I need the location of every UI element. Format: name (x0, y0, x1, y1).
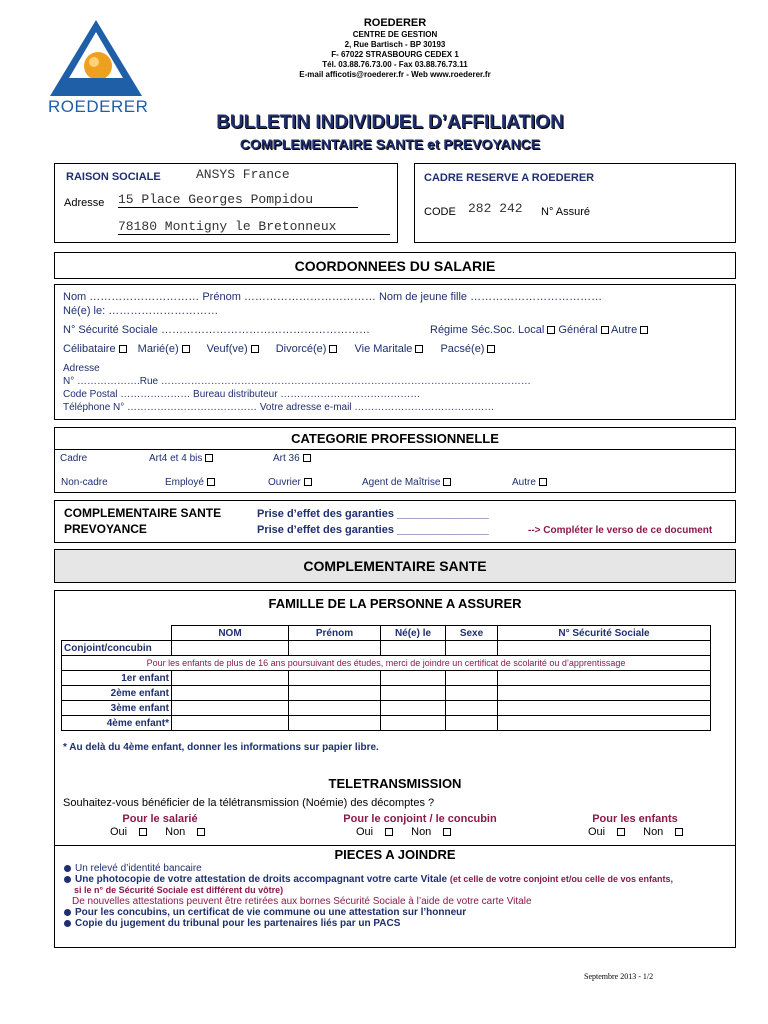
cat-art4-checkbox[interactable] (205, 454, 213, 462)
document-title: BULLETIN INDIVIDUEL D’AFFILIATION (216, 112, 564, 133)
cell-input[interactable] (498, 686, 711, 701)
statut-label: Célibataire (63, 343, 116, 355)
coordonnees-heading: COORDONNEES DU SALARIE (294, 258, 496, 274)
piece-item (64, 918, 400, 929)
piece-text: Copie du jugement du tribunal pour les partenaires liés par un PACS (75, 918, 401, 929)
cell-input[interactable] (172, 686, 289, 701)
cell-input[interactable] (498, 716, 711, 731)
raison-sociale-label: RAISON SOCIALE (66, 171, 161, 183)
piece-text: Une photocopie de votre attestation de droits accompagnant votre carte Vitale (75, 874, 448, 885)
categorie-divider (54, 449, 736, 450)
statut-label: Pacsé(e) (440, 343, 485, 355)
logo-triangle-icon (48, 18, 144, 98)
cat-art36 (273, 453, 311, 464)
col-sexe: Sexe (446, 626, 498, 641)
secu-field[interactable]: N° Sécurité Sociale ………………………………………………… (63, 324, 370, 336)
non-label: Non (643, 826, 664, 838)
cat-agent-checkbox[interactable] (443, 478, 451, 486)
non-checkbox[interactable] (197, 828, 205, 836)
cell-input[interactable] (498, 671, 711, 686)
adresse-line1[interactable]: 15 Place Georges Pompidou (118, 192, 358, 208)
cat-art4 (149, 453, 213, 464)
regime-autre-label: Autre (611, 324, 638, 336)
cat-employe-label: Employé (165, 477, 204, 488)
bullet-icon (64, 909, 71, 916)
regime-autre-checkbox[interactable] (640, 326, 648, 334)
cell-input[interactable] (289, 686, 381, 701)
cell-input[interactable] (446, 671, 498, 686)
table-row (62, 686, 711, 701)
bullet-icon (64, 876, 71, 883)
cat-ouvrier-label: Ouvrier (268, 477, 301, 488)
tele-conjoint-options (356, 826, 451, 838)
piece-item (64, 874, 673, 885)
tele-enfants-options (588, 826, 683, 838)
prise-effet-sante[interactable]: Prise d’effet des garanties _______________ (257, 508, 489, 520)
piece-text: Un relevé d’identité bancaire (75, 863, 202, 874)
cell-input[interactable] (446, 641, 498, 656)
cat-ouvrier (268, 477, 312, 488)
cell-input[interactable] (289, 716, 381, 731)
code-label: CODE (424, 206, 456, 218)
cell-input[interactable] (172, 641, 289, 656)
statut-checkbox[interactable] (182, 345, 190, 353)
header-line: Tél. 03.88.76.73.00 - Fax 03.88.76.73.11 (322, 60, 468, 69)
raison-sociale-value[interactable]: ANSYS France (196, 167, 290, 182)
tele-conjoint-label: Pour le conjoint / le concubin (343, 813, 497, 825)
table-row (62, 641, 711, 656)
nom-field[interactable]: Nom ………………………… Prénom ……………………………… Nom de jeune fille ……………………………… (63, 291, 603, 303)
table-header-row (62, 626, 711, 641)
regime-local-label: Régime Séc.Soc. Local (430, 324, 545, 336)
scolarite-note: Pour les enfants de plus de 16 ans poursuivant des études, merci de joindre un certificat de scolarité ou d’apprentissage (62, 656, 711, 671)
tele-heading: TELETRANSMISSION (328, 776, 462, 791)
cat-agent-label: Agent de Maîtrise (362, 477, 441, 488)
cat-art4-label: Art4 et 4 bis (149, 453, 203, 464)
naissance-field[interactable]: Né(e) le: ………………………… (63, 305, 219, 317)
cadre-reserve-label: CADRE RESERVE A ROEDERER (424, 172, 595, 184)
non-checkbox[interactable] (675, 828, 683, 836)
statut-label: Vie Maritale (354, 343, 413, 355)
cat-employe (165, 477, 215, 488)
cell-input[interactable] (498, 641, 711, 656)
cell-input[interactable] (381, 686, 446, 701)
table-row (62, 716, 711, 731)
situation-familiale (63, 343, 495, 355)
piece-item-note: De nouvelles attestations peuvent être retirées aux bornes Sécurité Sociale à l’aide de votre carte Vitale (72, 896, 532, 907)
statut-checkbox[interactable] (251, 345, 259, 353)
cell-input[interactable] (172, 716, 289, 731)
cell-input[interactable] (446, 701, 498, 716)
cat-employe-checkbox[interactable] (207, 478, 215, 486)
cat-art36-label: Art 36 (273, 453, 300, 464)
pieces-divider (54, 845, 736, 846)
regime-local-checkbox[interactable] (547, 326, 555, 334)
cell-input[interactable] (289, 641, 381, 656)
cell-input[interactable] (289, 671, 381, 686)
cell-input[interactable] (381, 671, 446, 686)
oui-checkbox[interactable] (139, 828, 147, 836)
cat-noncadre-label: Non-cadre (61, 477, 108, 488)
completer-verso-note: --> Compléter le verso de ce document (528, 525, 713, 536)
assure-label: N° Assuré (541, 206, 591, 218)
statut-label: Veuf(ve) (206, 343, 248, 355)
roederer-logo (48, 18, 149, 116)
piece-item (64, 907, 466, 918)
cat-ouvrier-checkbox[interactable] (304, 478, 312, 486)
statut-checkbox[interactable] (329, 345, 337, 353)
row-label-enfant: 2ème enfant (62, 686, 172, 701)
col-prenom: Prénom (289, 626, 381, 641)
tele-enfants-label: Pour les enfants (592, 813, 678, 825)
cat-cadre-label: Cadre (60, 453, 88, 464)
oui-label: Oui (110, 826, 128, 838)
logo-brand: ROEDERER (48, 97, 149, 116)
adresse-salarie-label: Adresse (63, 363, 100, 374)
oui-checkbox[interactable] (617, 828, 625, 836)
statut-checkbox[interactable] (487, 345, 495, 353)
header-line: CENTRE DE GESTION (352, 30, 438, 39)
adresse-label: Adresse (64, 197, 105, 209)
statut-label: Marié(e) (137, 343, 179, 355)
non-checkbox[interactable] (443, 828, 451, 836)
header-line: E-mail afficotis@roederer.fr - Web www.roederer.fr (299, 70, 491, 79)
piece-item (64, 863, 202, 874)
cell-input[interactable] (381, 701, 446, 716)
cat-autre-label: Autre (512, 477, 536, 488)
code-postal-field[interactable]: Code Postal ………………… Bureau distributeur …………………………………… (63, 389, 421, 400)
col-naissance: Né(e) le (381, 626, 446, 641)
oui-checkbox[interactable] (385, 828, 393, 836)
cell-input[interactable] (172, 671, 289, 686)
sante-heading: COMPLEMENTAIRE SANTE (303, 558, 487, 574)
company-name: ROEDERER (363, 17, 427, 29)
non-label: Non (411, 826, 432, 838)
statut-checkbox[interactable] (119, 345, 127, 353)
regime-general-label: Général (558, 324, 598, 336)
cell-input[interactable] (446, 686, 498, 701)
bullet-icon (64, 865, 71, 872)
tele-salarie-label: Pour le salarié (122, 813, 198, 825)
prise-effet-prevoyance[interactable]: Prise d’effet des garanties _______________ (257, 524, 489, 536)
garantie-sante-label: COMPLEMENTAIRE SANTE (64, 506, 222, 520)
oui-label: Oui (356, 826, 374, 838)
page-footer: Septembre 2013 - 1/2 (584, 972, 654, 981)
bullet-icon (64, 920, 71, 927)
header-line: 2, Rue Bartisch - BP 30193 (344, 40, 446, 49)
cell-input[interactable] (381, 716, 446, 731)
tele-question: Souhaitez-vous bénéficier de la télétransmission (Noémie) des décomptes ? (63, 797, 435, 809)
cell-input[interactable] (381, 641, 446, 656)
cat-agent (362, 477, 451, 488)
piece-text-note: (et celle de votre conjoint et/ou celle de vos enfants, (449, 874, 673, 884)
regime-general-checkbox[interactable] (601, 326, 609, 334)
cell-input[interactable] (172, 701, 289, 716)
table-corner (62, 626, 172, 641)
categorie-heading: CATEGORIE PROFESSIONNELLE (291, 431, 499, 446)
adresse-line2[interactable]: 78180 Montigny le Bretonneux (118, 219, 390, 235)
company-header (230, 18, 560, 80)
statut-checkbox[interactable] (415, 345, 423, 353)
garantie-prevoyance-label: PREVOYANCE (64, 522, 147, 536)
col-nom: NOM (172, 626, 289, 641)
rue-field[interactable]: N° ……………….Rue ………………………………………………………………………………………………… (63, 376, 531, 387)
non-label: Non (165, 826, 186, 838)
cat-autre (512, 477, 547, 488)
cat-autre-checkbox[interactable] (539, 478, 547, 486)
pieces-heading: PIECES A JOINDRE (334, 847, 456, 862)
statut-label: Divorcé(e) (275, 343, 327, 355)
row-label-enfant: 4ème enfant* (62, 716, 172, 731)
tele-salarie-options (110, 826, 205, 838)
cat-art36-checkbox[interactable] (303, 454, 311, 462)
row-label-conjoint: Conjoint/concubin (62, 641, 172, 656)
row-label-enfant: 1er enfant (62, 671, 172, 686)
famille-heading: FAMILLE DE LA PERSONNE A ASSURER (268, 596, 522, 611)
cell-input[interactable] (498, 701, 711, 716)
table-row (62, 671, 711, 686)
piece-item-note: si le n° de Sécurité Sociale est différent du vôtre) (74, 885, 284, 895)
header-line: F- 67022 STRASBOURG CEDEX 1 (331, 50, 459, 59)
row-label-enfant: 3ème enfant (62, 701, 172, 716)
col-secu: N° Sécurité Sociale (498, 626, 711, 641)
oui-label: Oui (588, 826, 606, 838)
cell-input[interactable] (446, 716, 498, 731)
regime-options (430, 324, 648, 336)
cell-input[interactable] (289, 701, 381, 716)
famille-table (61, 625, 711, 731)
piece-text: Pour les concubins, un certificat de vie commune ou une attestation sur l’honneur (75, 907, 467, 918)
telephone-field[interactable]: Téléphone N° ………………………………… Votre adresse e-mail …………………………………… (63, 402, 495, 413)
table-note-row (62, 656, 711, 671)
famille-footnote: * Au delà du 4ème enfant, donner les informations sur papier libre. (63, 742, 379, 753)
code-value[interactable]: 282 242 (468, 201, 523, 216)
table-row (62, 701, 711, 716)
document-subtitle: COMPLEMENTAIRE SANTE et PREVOYANCE (239, 136, 541, 152)
